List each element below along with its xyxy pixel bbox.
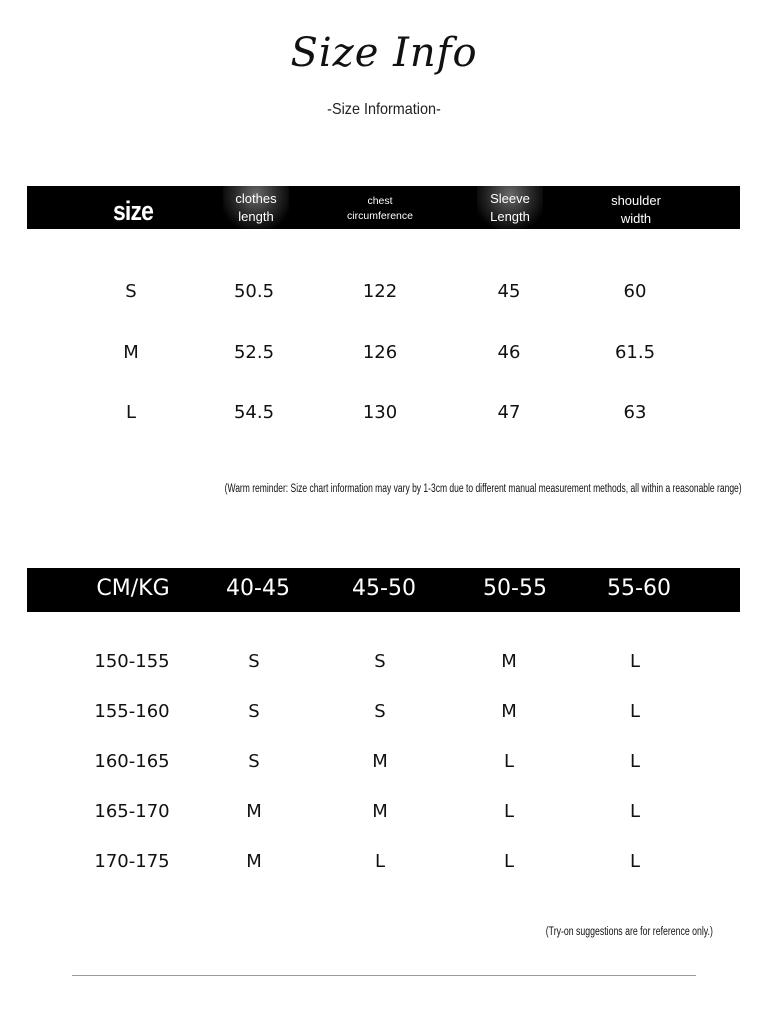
try-on-note: (Try-on suggestions are for reference only.) (545, 926, 713, 938)
header-line: shoulder (611, 193, 661, 208)
height-cell: 160-165 (94, 751, 170, 772)
height-cell: 155-160 (94, 701, 170, 722)
page-subtitle: -Size Information- (327, 101, 441, 118)
fit-cell: L (629, 751, 641, 772)
header-line: width (620, 211, 652, 226)
fit-cell: M (246, 801, 262, 822)
size-cell: S (125, 281, 137, 302)
header-weight-range: 50-55 (483, 576, 547, 601)
fit-cell: S (248, 751, 260, 772)
chest-cell: 126 (362, 342, 398, 363)
header-weight-range: 55-60 (607, 576, 671, 601)
header-shoulder-width (611, 192, 661, 228)
fit-cell: S (374, 701, 386, 722)
header-line: clothes (235, 191, 277, 206)
length-cell: 52.5 (233, 342, 275, 363)
size-cell: L (125, 402, 137, 423)
header-weight-range: 40-45 (226, 576, 290, 601)
fit-cell: L (503, 851, 515, 872)
sleeve-cell: 47 (497, 402, 521, 423)
size-cell: M (123, 342, 139, 363)
fit-cell: S (374, 651, 386, 672)
fit-cell: M (372, 751, 388, 772)
fit-cell: S (248, 651, 260, 672)
fit-cell: M (501, 651, 517, 672)
header-chest-circumference (347, 194, 413, 224)
fit-cell: L (503, 751, 515, 772)
measurement-note: (Warm reminder: Size chart information may vary by 1-3cm due to different manual measurement methods, all within a reasonable range) (225, 483, 742, 495)
fit-cell: L (629, 701, 641, 722)
header-size: size (113, 196, 153, 226)
fit-cell: L (629, 851, 641, 872)
length-cell: 50.5 (233, 281, 275, 302)
header-weight-range: 45-50 (352, 576, 416, 601)
fit-cell: L (629, 801, 641, 822)
height-cell: 170-175 (94, 851, 170, 872)
fit-cell: L (629, 651, 641, 672)
header-line: length (238, 209, 274, 224)
fit-cell: M (246, 851, 262, 872)
fit-cell: M (501, 701, 517, 722)
fit-cell: M (372, 801, 388, 822)
header-clothes-length (235, 190, 276, 226)
header-sleeve-length (490, 190, 530, 226)
header-line: circumference (347, 210, 413, 222)
header-line: Length (490, 209, 530, 224)
chest-cell: 130 (362, 402, 398, 423)
sleeve-cell: 45 (497, 281, 521, 302)
shoulder-cell: 63 (623, 402, 647, 423)
shoulder-cell: 61.5 (614, 342, 656, 363)
header-line: Sleeve (490, 191, 530, 206)
header-cm-kg: CM/KG (96, 576, 170, 601)
chest-cell: 122 (362, 281, 398, 302)
footer-divider (72, 975, 696, 976)
fit-cell: L (503, 801, 515, 822)
sleeve-cell: 46 (497, 342, 521, 363)
height-cell: 165-170 (94, 801, 170, 822)
header-line: chest (367, 195, 393, 207)
shoulder-cell: 60 (623, 281, 647, 302)
page-title: Size Info (290, 30, 478, 76)
length-cell: 54.5 (233, 402, 275, 423)
fit-cell: L (374, 851, 386, 872)
fit-cell: S (248, 701, 260, 722)
height-cell: 150-155 (94, 651, 170, 672)
